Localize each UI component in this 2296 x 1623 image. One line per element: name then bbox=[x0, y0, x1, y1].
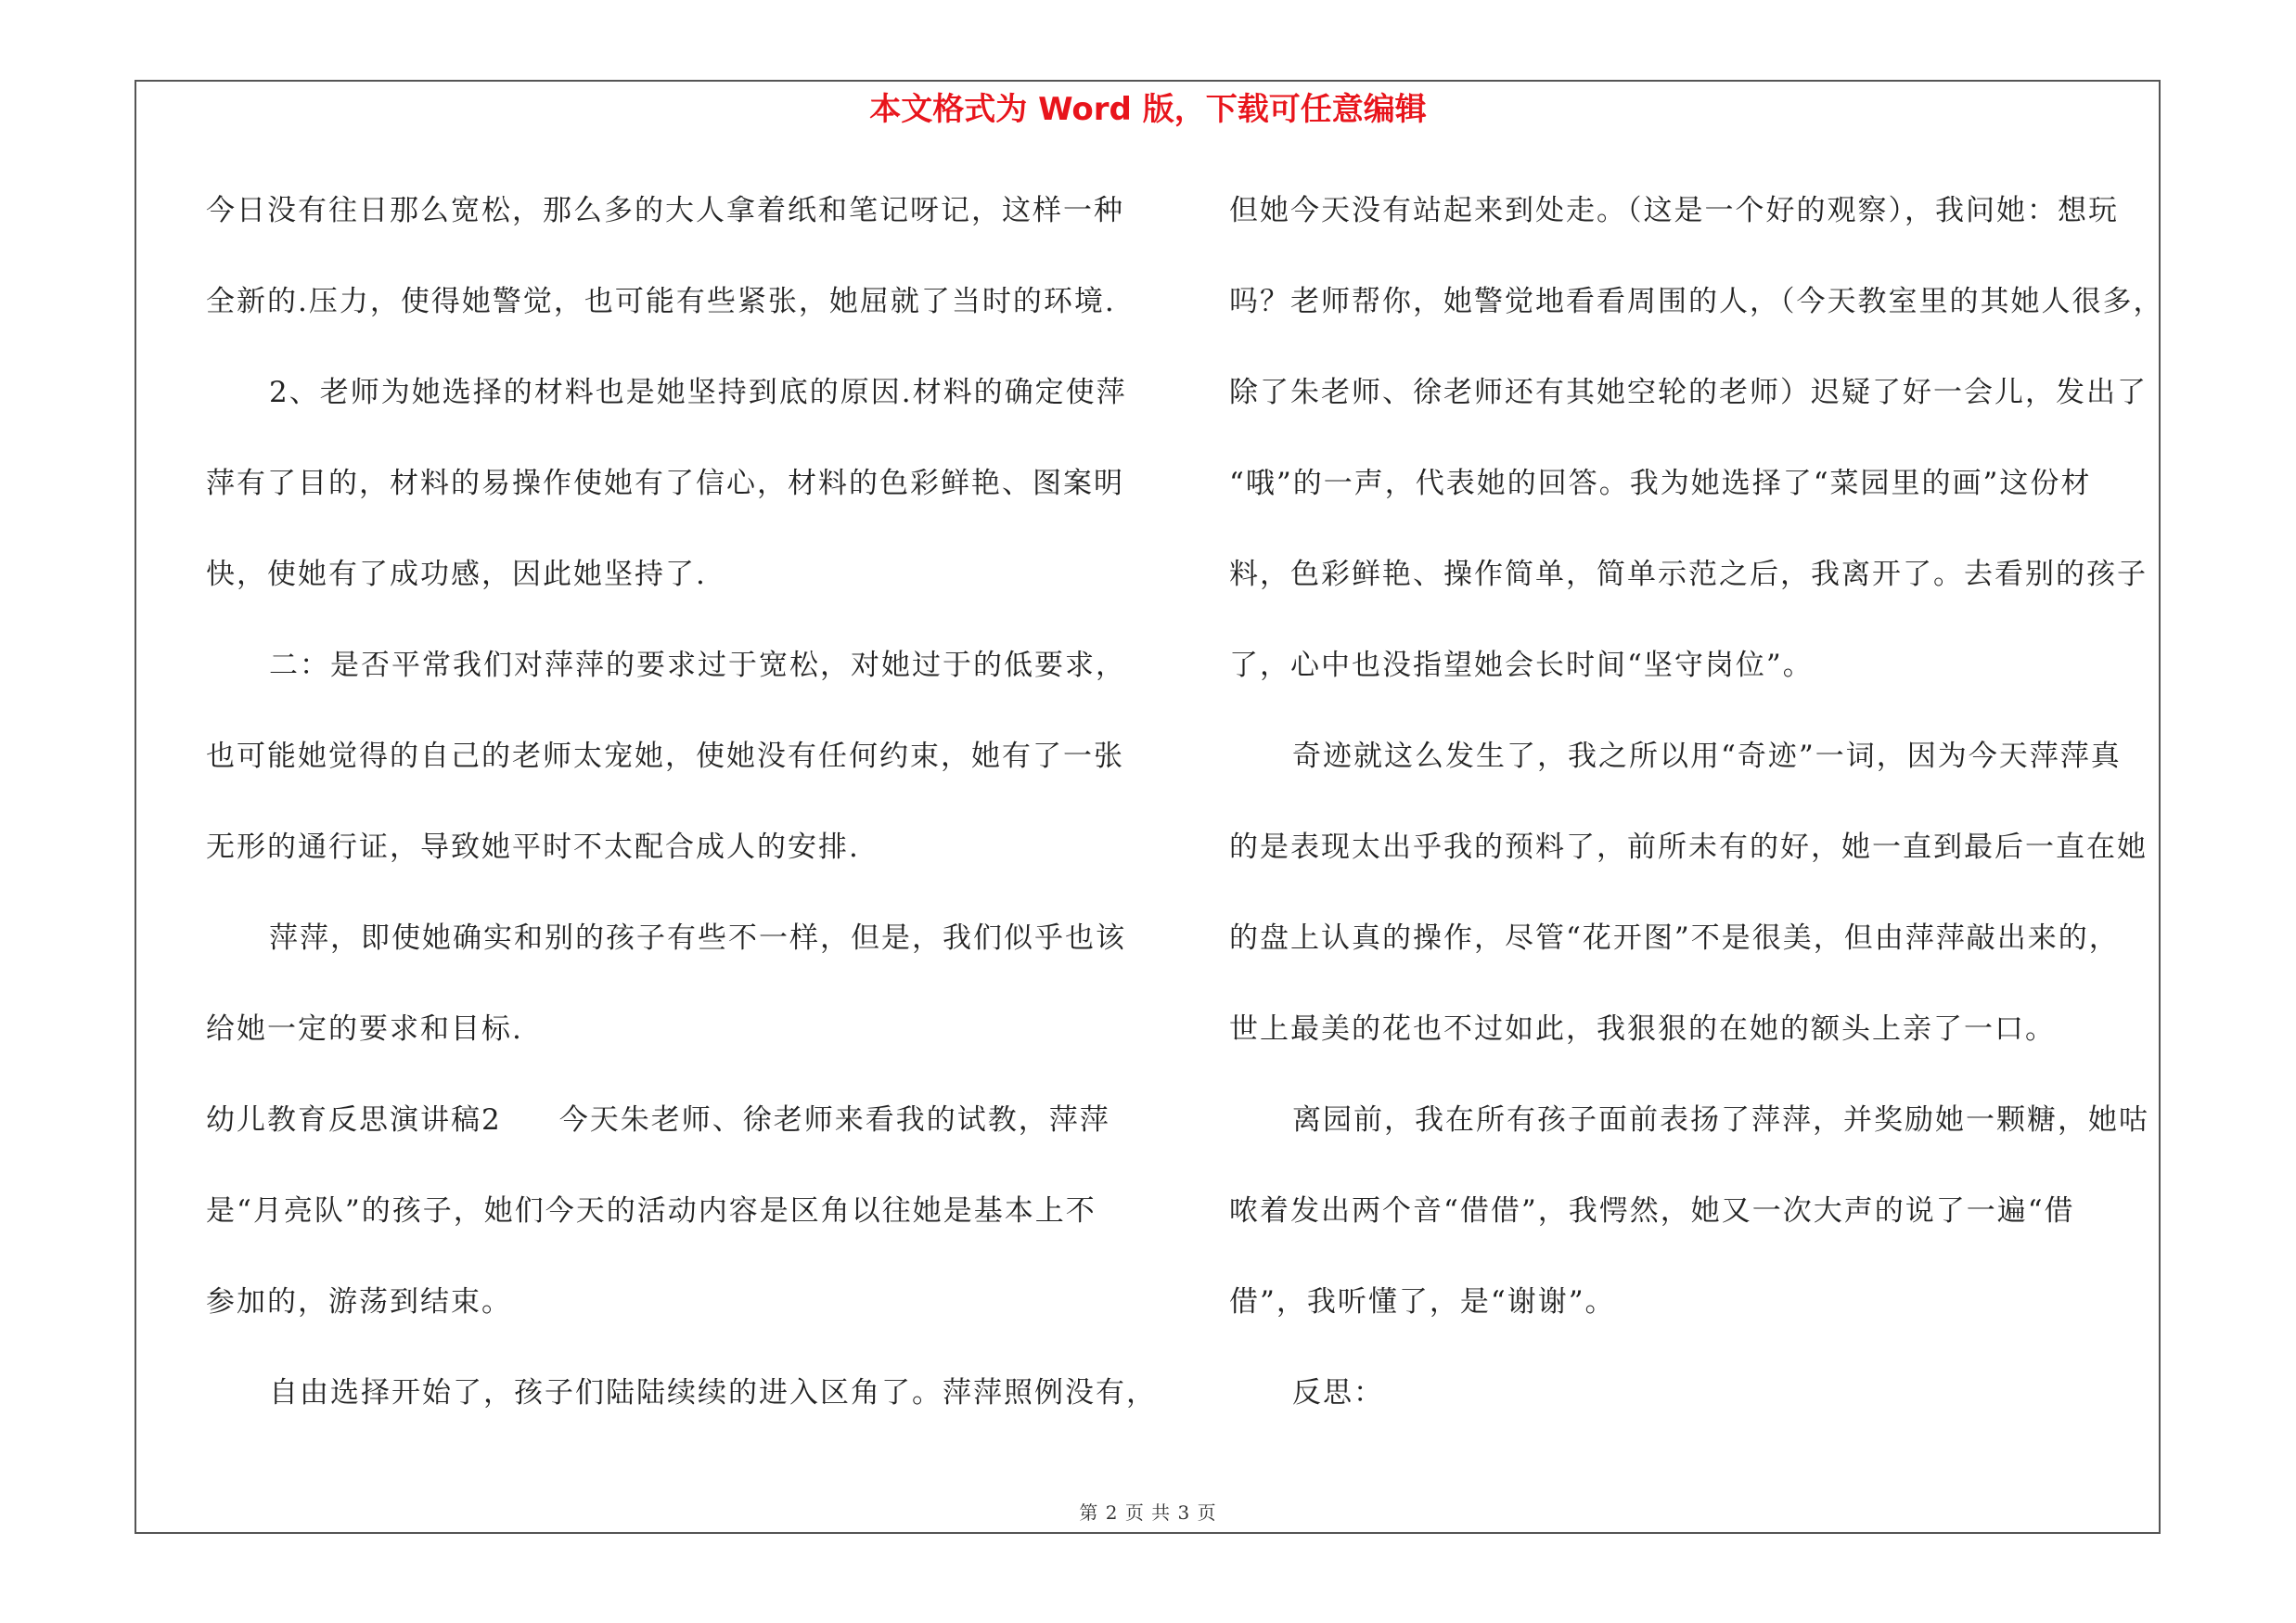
text-line: 世上最美的花也不过如此，我狠狠的在她的额头上亲了一口。 bbox=[1229, 1012, 2056, 1046]
text-line: 今日没有往日那么宽松，那么多的大人拿着纸和笔记呀记，这样一种 bbox=[206, 194, 1124, 227]
section-heading-line bbox=[206, 1075, 1143, 1166]
left-column bbox=[206, 165, 1157, 1438]
text-line: 二：是否平常我们对萍萍的要求过于宽松，对她过于的低要求， bbox=[269, 649, 1126, 682]
text-line: 奇迹就这么发生了，我之所以用“奇迹”一词，因为今天萍萍真 bbox=[1292, 740, 2122, 773]
text-line: 萍萍，即使她确实和别的孩子有些不一样，但是，我们似乎也该 bbox=[269, 921, 1126, 955]
text-line: 参加的，游荡到结束。 bbox=[206, 1285, 512, 1319]
text-line: 借”，我听懂了，是“谢谢”。 bbox=[1229, 1285, 1616, 1319]
text-line: 全新的.压力，使得她警觉，也可能有些紧张，她屈就了当时的环境. bbox=[206, 285, 1116, 318]
text-line: 萍有了目的，材料的易操作使她有了信心，材料的色彩鲜艳、图案明 bbox=[206, 467, 1124, 500]
text-line: 吗？老师帮你，她警觉地看看周围的人，（今天教室里的其她人很多， bbox=[1229, 285, 2164, 318]
text-line: 了，心中也没指望她会长时间“坚守岗位”。 bbox=[1229, 649, 1814, 682]
text-line: 除了朱老师、徐老师还有其她空轮的老师）迟疑了好一会儿，发出了 bbox=[1229, 376, 2148, 409]
text-line: 的盘上认真的操作，尽管“花开图”不是很美，但由萍萍敲出来的， bbox=[1229, 921, 2120, 955]
section-title: 幼儿教育反思演讲稿2 bbox=[206, 1103, 502, 1137]
text-line: 料，色彩鲜艳、操作简单，简单示范之后，我离开了。去看别的孩子 bbox=[1229, 558, 2148, 591]
section-first-line: 今天朱老师、徐老师来看我的试教，萍萍 bbox=[558, 1103, 1110, 1137]
text-line: 给她一定的要求和目标. bbox=[206, 1012, 523, 1046]
text-line: 的是表现太出乎我的预料了，前所未有的好，她一直到最后一直在她 bbox=[1229, 831, 2148, 864]
page-number-footer: 第 2 页 共 3 页 bbox=[1079, 1501, 1217, 1524]
text-line: 也可能她觉得的自己的老师太宠她，使她没有任何约束，她有了一张 bbox=[206, 740, 1124, 773]
format-banner: 本文格式为 Word 版，下载可任意编辑 bbox=[869, 91, 1427, 128]
text-line: 无形的通行证，导致她平时不太配合成人的安排. bbox=[206, 831, 860, 864]
right-column bbox=[1229, 165, 2171, 1438]
text-line: 哝着发出两个音“借借”，我愕然，她又一次大声的说了一遍“借 bbox=[1229, 1194, 2075, 1228]
text-line: 但她今天没有站起来到处走。（这是一个好的观察），我问她：想玩 bbox=[1229, 194, 2119, 227]
text-line: 2、老师为她选择的材料也是她坚持到底的原因.材料的确定使萍 bbox=[269, 376, 1127, 409]
text-line: 是“月亮队”的孩子，她们今天的活动内容是区角以往她是基本上不 bbox=[206, 1194, 1097, 1228]
text-line: 快，使她有了成功感，因此她坚持了. bbox=[206, 558, 707, 591]
text-line: 反思： bbox=[1292, 1376, 1384, 1410]
text-line: 自由选择开始了，孩子们陆陆续续的进入区角了。萍萍照例没有， bbox=[269, 1376, 1157, 1410]
text-line: “哦”的一声，代表她的回答。我为她选择了“菜园里的画”这份材 bbox=[1229, 467, 2092, 500]
text-line: 离园前，我在所有孩子面前表扬了萍萍，并奖励她一颗糖，她咕 bbox=[1292, 1103, 2149, 1137]
